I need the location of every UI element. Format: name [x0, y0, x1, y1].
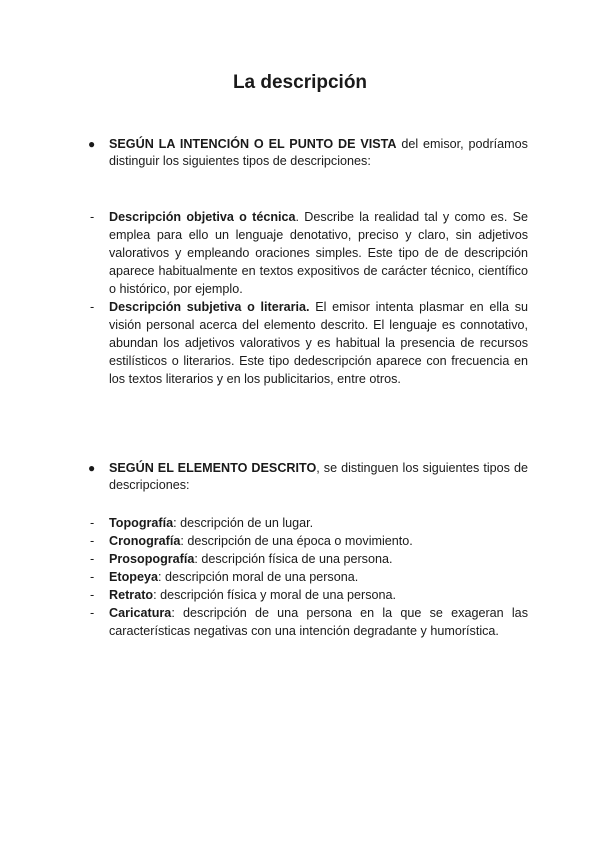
definition: : descripción física de una persona. [194, 552, 393, 566]
list-item [88, 550, 528, 568]
section-heading-text: , se distinguen los siguientes tipos de descripciones: [109, 461, 528, 492]
dash-marker: - [90, 516, 95, 530]
definition: . Describe la realidad tal y como es. Se emplea para ello un lenguaje denotativo, preciso y claro, sin adjetivos valorativos y empleando oraciones simples. Este tipo de de descripción aparece habitualmente en textos expositivos de carácter técnico, científico o histórico, por ejemplo. [109, 210, 528, 296]
term: Etopeya [109, 570, 158, 584]
section-heading-bold: SEGÚN LA INTENCIÓN O EL PUNTO DE VISTA [109, 137, 397, 151]
section-heading [88, 460, 528, 494]
dash-marker: - [90, 210, 95, 224]
dash-marker: - [90, 300, 95, 314]
term: Retrato [109, 588, 154, 602]
definition: : descripción moral de una persona. [158, 570, 359, 584]
definition: : descripción de una persona en la que se exageran las características negativas con una intención degradante y humorística. [109, 606, 528, 638]
list-item [88, 532, 528, 550]
section-heading-text: del emisor, podríamos distinguir los siguientes tipos de descripciones: [109, 137, 528, 168]
dash-marker: - [90, 570, 95, 584]
list-item [88, 586, 528, 604]
term: Descripción subjetiva o literaria. [109, 300, 310, 314]
list-item [88, 298, 528, 388]
list-item [88, 604, 528, 640]
list-item [88, 208, 528, 298]
bullet-icon: ● [88, 461, 96, 475]
definition: El emisor intenta plasmar en ella su visión personal acerca del elemento descrito. El lenguaje es connotativo, abundan los adjetivos valorativos y es habitual la presencia de recursos estilísticos o literarios. Este tipo dedescripción aparece con frecuencia en los textos literarios y en los publicitarios, entre otros. [109, 300, 528, 386]
bullet-icon: ● [88, 137, 96, 151]
definition: : descripción física y moral de una persona. [153, 588, 396, 602]
term: Descripción objetiva o técnica [109, 210, 296, 224]
dash-marker: - [90, 534, 95, 548]
list-intention-types [88, 208, 528, 388]
page-title: La descripción [232, 72, 368, 93]
list-item [88, 514, 528, 532]
dash-marker: - [90, 606, 95, 620]
term: Caricatura [109, 606, 172, 620]
definition: : descripción de un lugar. [173, 516, 314, 530]
dash-marker: - [90, 588, 95, 602]
list-element-types [88, 514, 528, 640]
section-heading-bold: SEGÚN EL ELEMENTO DESCRITO [109, 461, 317, 475]
section-heading [88, 136, 528, 170]
definition: : descripción de una época o movimiento. [180, 534, 413, 548]
term: Prosopografía [109, 552, 195, 566]
list-item [88, 568, 528, 586]
dash-marker: - [90, 552, 95, 566]
section-intention [88, 136, 528, 170]
section-element [88, 460, 528, 494]
term: Cronografía [109, 534, 181, 548]
term: Topografía [109, 516, 174, 530]
